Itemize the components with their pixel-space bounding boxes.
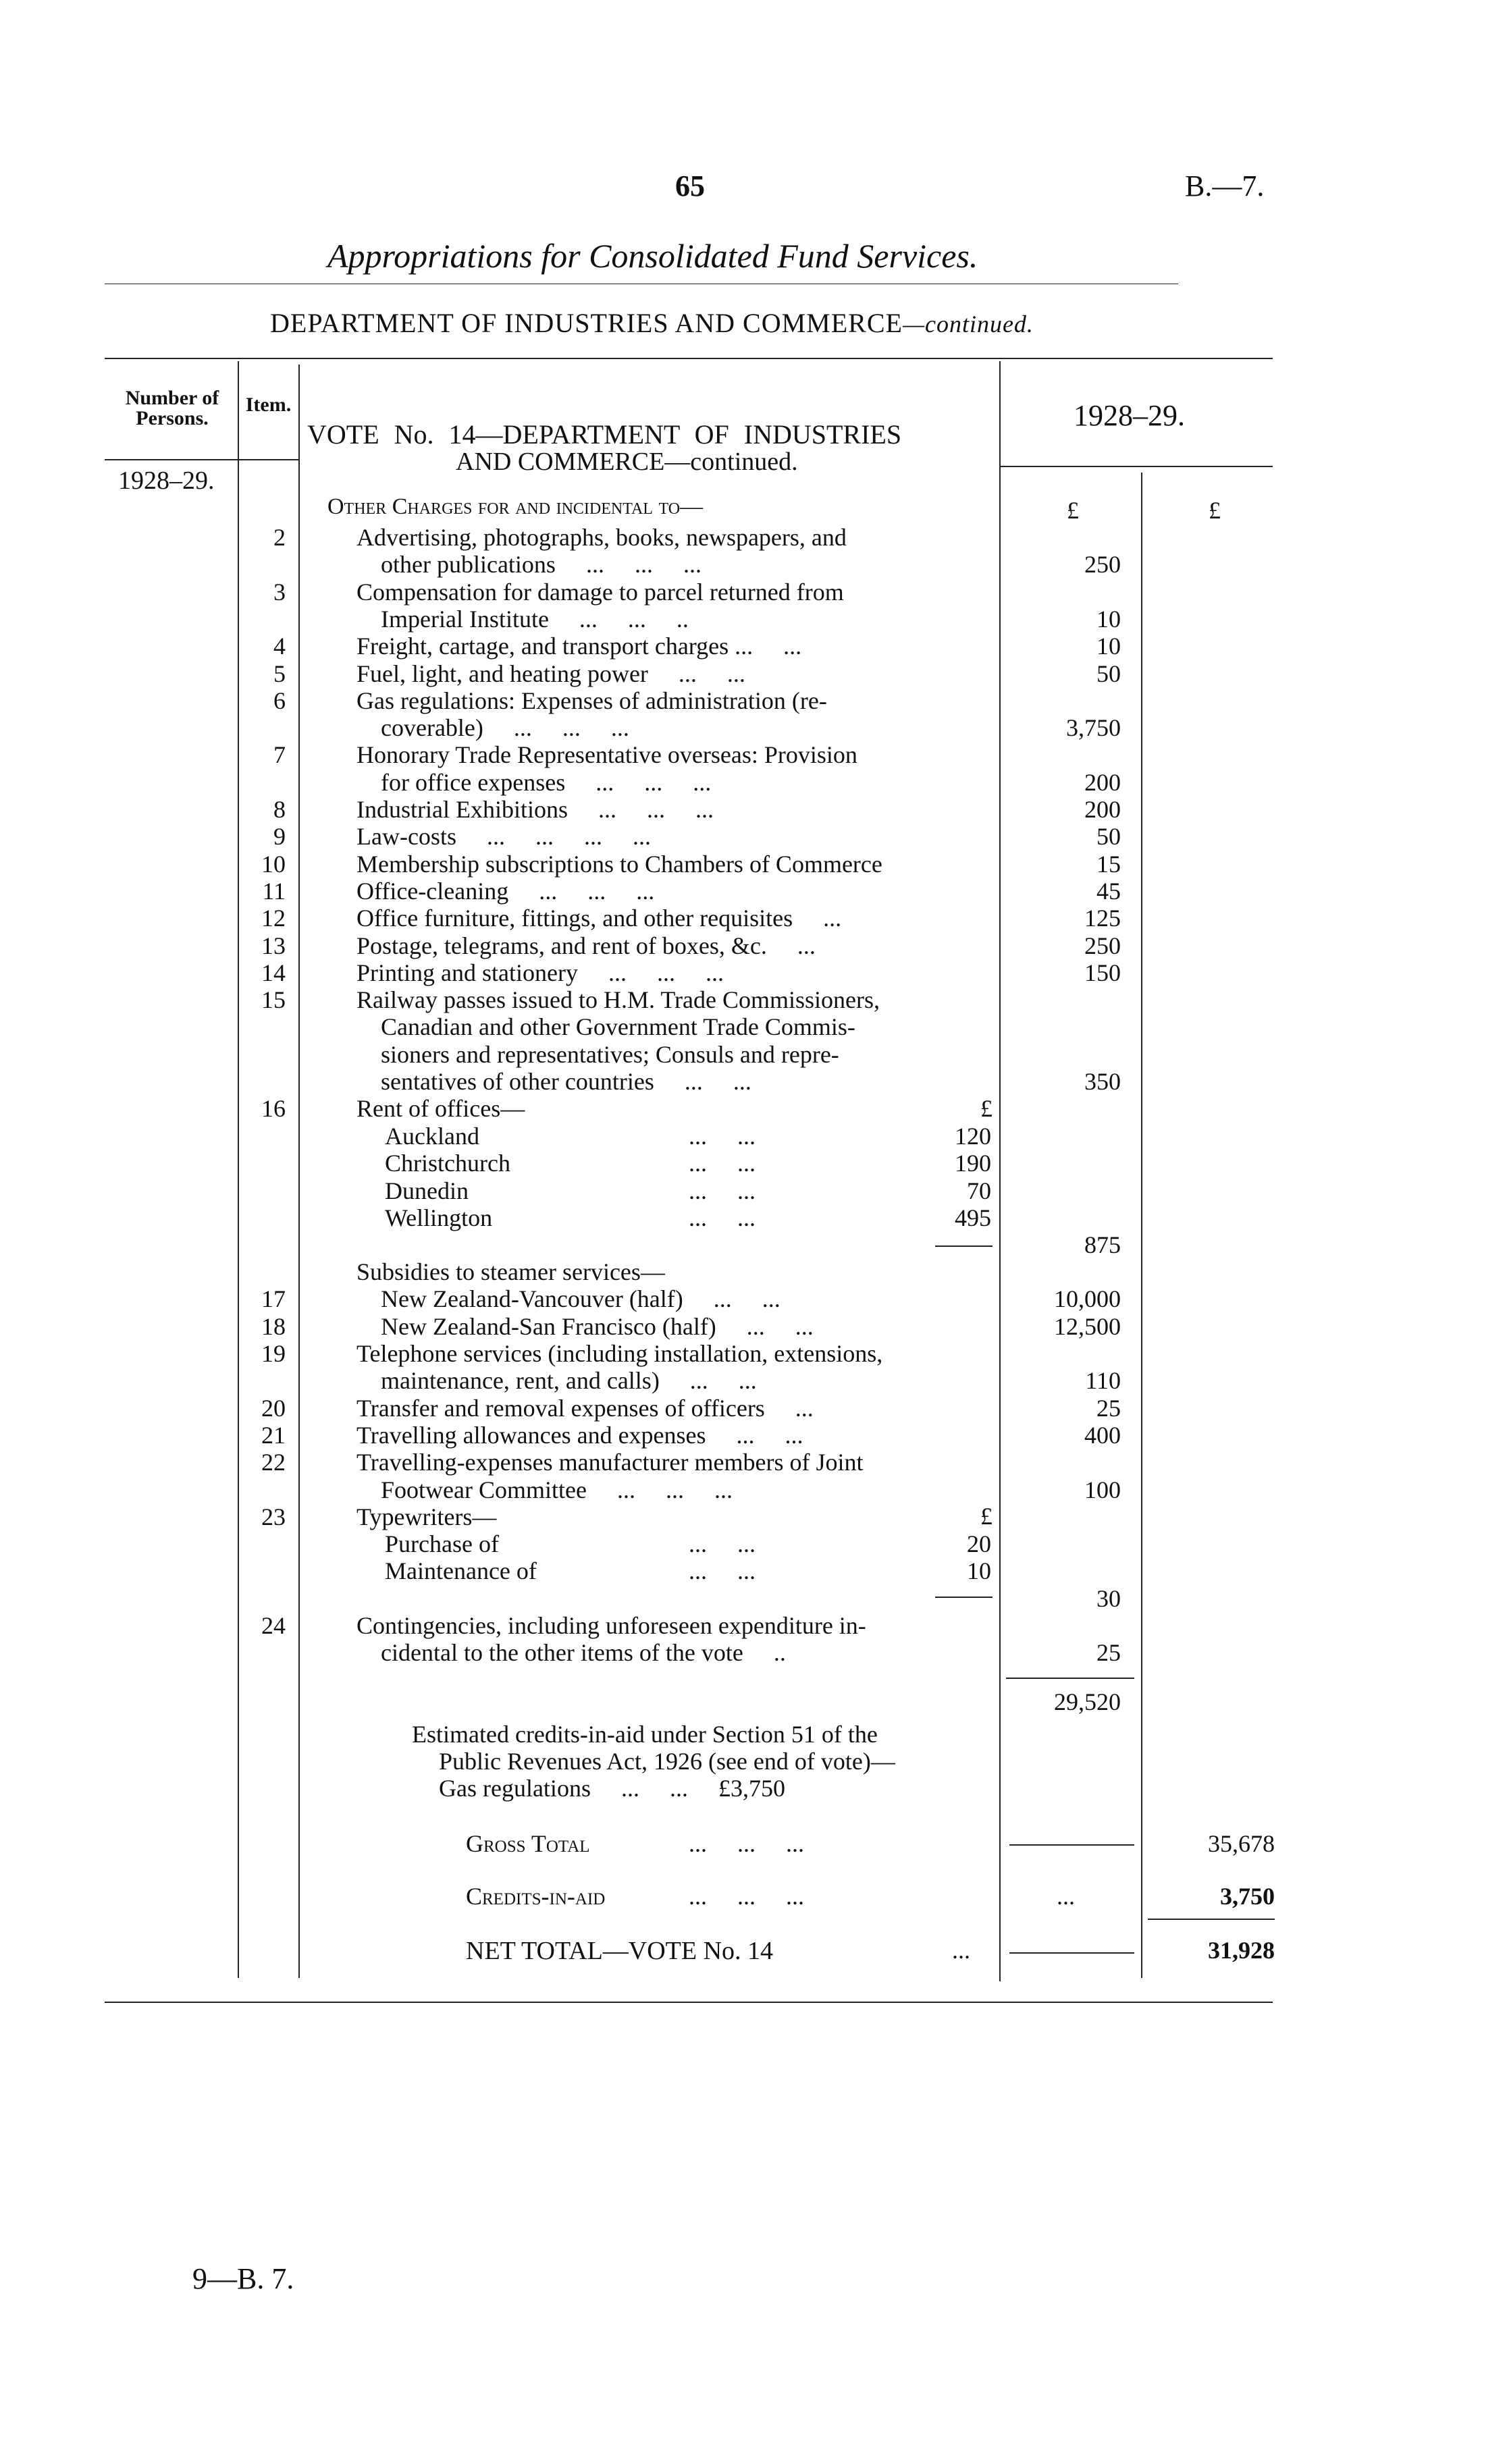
item-amount: 200 (1084, 769, 1121, 796)
item-number: 17 (261, 1285, 286, 1312)
item-text-divider (298, 365, 300, 1978)
item-number: 9 (273, 823, 286, 850)
sub-item-amount: 10 (967, 1557, 991, 1584)
item-text: Travelling-expenses manufacturer members of Joint (356, 1449, 864, 1476)
item-number: 11 (262, 878, 286, 905)
subtotal-rule (1006, 1678, 1134, 1679)
sub-item-amount: 190 (955, 1150, 991, 1177)
sub-item-dots: ... ... (689, 1557, 756, 1584)
amount-total-divider (1141, 473, 1142, 1978)
amount-year: 1928–29. (1074, 399, 1185, 432)
item-number: 23 (261, 1503, 286, 1530)
item-text: Industrial Exhibitions ... ... ... (356, 796, 714, 823)
item-number: 6 (273, 687, 286, 714)
item-amount: 150 (1084, 959, 1121, 986)
item-amount: 30 (1096, 1585, 1121, 1612)
department-continued: —continued. (902, 311, 1034, 338)
sub-item-dots: ... ... (689, 1123, 756, 1150)
item-number: 22 (261, 1449, 286, 1476)
department-heading (270, 307, 1034, 339)
item-text: Law-costs ... ... ... ... (356, 823, 651, 850)
item-text: Transfer and removal expenses of officers ... (356, 1395, 814, 1422)
item-number: 2 (273, 524, 286, 551)
page-number: 65 (675, 169, 705, 203)
net-total-dots: ... (952, 1937, 970, 1964)
net-total-label: NET TOTAL—VOTE No. 14 (466, 1937, 774, 1965)
credits-in-aid-label: Credits-in-aid (466, 1883, 606, 1910)
item-number: 19 (261, 1340, 286, 1367)
sub-item-name: Purchase of (385, 1530, 499, 1557)
item-text: Canadian and other Government Trade Commis- (356, 1013, 855, 1040)
sub-item-amount: 120 (955, 1123, 991, 1150)
credits-note-line1: Estimated credits-in-aid under Section 51 of the (412, 1721, 878, 1748)
item-number: 3 (273, 579, 286, 606)
item-number: 7 (273, 741, 286, 768)
item-text: Travelling allowances and expenses ... ... (356, 1422, 803, 1449)
text-amount-divider (999, 361, 1001, 1981)
item-text: Printing and stationery ... ... ... (356, 959, 724, 986)
item-number: 16 (261, 1095, 286, 1122)
item-amount: 250 (1084, 551, 1121, 578)
item-text: for office expenses ... ... ... (356, 769, 712, 796)
item-text: Rent of offices— (356, 1095, 525, 1122)
item-number: 24 (261, 1612, 286, 1639)
item-number: 14 (261, 959, 286, 986)
rent-subtotal-rule (935, 1246, 993, 1247)
item-text: cidental to the other items of the vote .. (356, 1639, 786, 1666)
page-title: Appropriations for Consolidated Fund Services. (327, 237, 978, 275)
item-amount: 125 (1084, 905, 1121, 932)
item-text: Advertising, photographs, books, newspapers, and (356, 524, 847, 551)
credits-in-aid-amount: 3,750 (1220, 1883, 1275, 1910)
sub-item-name: Dunedin (385, 1177, 469, 1204)
sub-item-name: Auckland (385, 1123, 479, 1150)
item-text: Footwear Committee ... ... ... (356, 1476, 733, 1503)
item-text: Office furniture, fittings, and other requisites ... (356, 905, 842, 932)
item-text: Freight, cartage, and transport charges ... ... (356, 633, 802, 660)
item-header: Item. (245, 394, 292, 416)
sub-item-dots: ... ... (689, 1530, 756, 1557)
item-number: 21 (261, 1422, 286, 1449)
item-text: coverable) ... ... ... (356, 714, 629, 741)
footer-signature: 9—B. 7. (192, 2262, 294, 2295)
item-amount: 15 (1096, 851, 1121, 878)
item-number: 12 (261, 905, 286, 932)
item-number: 8 (273, 796, 286, 823)
item-text: Subsidies to steamer services— (356, 1258, 665, 1285)
item-text: Office-cleaning ... ... ... (356, 878, 655, 905)
item-amount: 10 (1096, 633, 1121, 660)
item-amount: 100 (1084, 1476, 1121, 1503)
net-total-mid-rule (1009, 1952, 1134, 1954)
item-amount: 875 (1084, 1231, 1121, 1258)
item-text: Railway passes issued to H.M. Trade Commissioners, (356, 986, 880, 1013)
sub-item-dots: ... ... (689, 1204, 756, 1231)
year-header-rule (999, 466, 1273, 467)
department-name: DEPARTMENT OF INDUSTRIES AND COMMERCE (270, 308, 903, 338)
item-amount: 3,750 (1066, 714, 1121, 741)
vote-title-text: AND COMMERCE—continued. (456, 448, 798, 476)
item-amount: 25 (1096, 1639, 1121, 1666)
item-number: 15 (261, 986, 286, 1013)
item-text: Telephone services (including installation, extensions, (356, 1340, 883, 1367)
page-reference: B.—7. (1185, 169, 1265, 203)
item-amount: 400 (1084, 1422, 1121, 1449)
credits-in-aid-mid: ... (1057, 1883, 1075, 1910)
table-top-rule (105, 358, 1273, 359)
item-amount: 12,500 (1054, 1313, 1121, 1340)
item-number: 18 (261, 1313, 286, 1340)
item-text: New Zealand-San Francisco (half) ... ... (356, 1313, 814, 1340)
sub-item-dots: ... ... (689, 1150, 756, 1177)
sub-item-amount: 20 (967, 1530, 991, 1557)
item-text: Fuel, light, and heating power ... ... (356, 660, 745, 687)
other-charges-heading: Other Charges for and incidental to— (327, 494, 704, 519)
item-text: Contingencies, including unforeseen expenditure in- (356, 1612, 866, 1639)
net-total-amount: 31,928 (1208, 1937, 1275, 1964)
item-text: Compensation for damage to parcel returned from (356, 579, 844, 606)
item-text: sentatives of other countries ... ... (356, 1068, 751, 1095)
item-amount: 350 (1084, 1068, 1121, 1095)
item-amount: 200 (1084, 796, 1121, 823)
item-number: 10 (261, 851, 286, 878)
item-number: 20 (261, 1395, 286, 1422)
vote-title-line2 (456, 447, 798, 477)
credits-note-line3: Gas regulations ... ... £3,750 (439, 1775, 785, 1802)
item-text: Postage, telegrams, and rent of boxes, &c. ... (356, 932, 816, 959)
item-text: other publications ... ... ... (356, 551, 702, 578)
item-text: maintenance, rent, and calls) ... ... (356, 1367, 757, 1394)
typewriter-subtotal-rule (935, 1597, 993, 1598)
credits-in-aid-dots: ... ... ... (689, 1883, 804, 1910)
sub-item-name: Wellington (385, 1204, 493, 1231)
item-number: 13 (261, 932, 286, 959)
sub-item-name: Maintenance of (385, 1557, 537, 1584)
item-text: New Zealand-Vancouver (half) ... ... (356, 1285, 781, 1312)
persons-header: Number of Persons. (125, 387, 219, 429)
gross-total-label: Gross Total (466, 1830, 590, 1857)
persons-item-divider (238, 361, 239, 1978)
sub-pound-sign: £ (980, 1503, 993, 1530)
item-number: 5 (273, 660, 286, 687)
subtotal-amount: 29,520 (1054, 1688, 1121, 1715)
persons-year: 1928–29. (118, 466, 215, 495)
item-amount: 45 (1096, 878, 1121, 905)
sub-item-amount: 70 (967, 1177, 991, 1204)
item-amount: 10 (1096, 606, 1121, 633)
item-text: sioners and representatives; Consuls and repre- (356, 1041, 839, 1068)
item-amount: 50 (1096, 660, 1121, 687)
credits-note-line2: Public Revenues Act, 1926 (see end of vote)— (439, 1748, 895, 1775)
sub-item-amount: 495 (955, 1204, 991, 1231)
gross-total-dots: ... ... ... (689, 1830, 804, 1857)
gross-total-rule (1009, 1844, 1134, 1846)
net-total-top-rule (1148, 1919, 1275, 1920)
item-text: Typewriters— (356, 1503, 497, 1530)
sub-pound-sign: £ (980, 1095, 993, 1122)
gross-total-amount: 35,678 (1208, 1830, 1275, 1857)
item-number: 4 (273, 633, 286, 660)
table-bottom-rule (105, 2002, 1273, 2003)
pound-sign-right: £ (1209, 497, 1221, 524)
sub-item-name: Christchurch (385, 1150, 510, 1177)
item-text: Honorary Trade Representative overseas: Provision (356, 741, 857, 768)
item-amount: 25 (1096, 1395, 1121, 1422)
item-header-rule (238, 459, 298, 460)
item-text: Gas regulations: Expenses of administration (re- (356, 687, 827, 714)
sub-item-dots: ... ... (689, 1177, 756, 1204)
item-amount: 50 (1096, 823, 1121, 850)
vote-title-line1: VOTE No. 14—DEPARTMENT OF INDUSTRIES (307, 419, 902, 450)
item-amount: 110 (1085, 1367, 1121, 1394)
item-amount: 250 (1084, 932, 1121, 959)
item-text: Membership subscriptions to Chambers of Commerce (356, 851, 882, 878)
item-text: Imperial Institute ... ... .. (356, 606, 689, 633)
item-amount: 10,000 (1054, 1285, 1121, 1312)
persons-header-rule (105, 459, 238, 460)
pound-sign-left: £ (1067, 497, 1079, 524)
